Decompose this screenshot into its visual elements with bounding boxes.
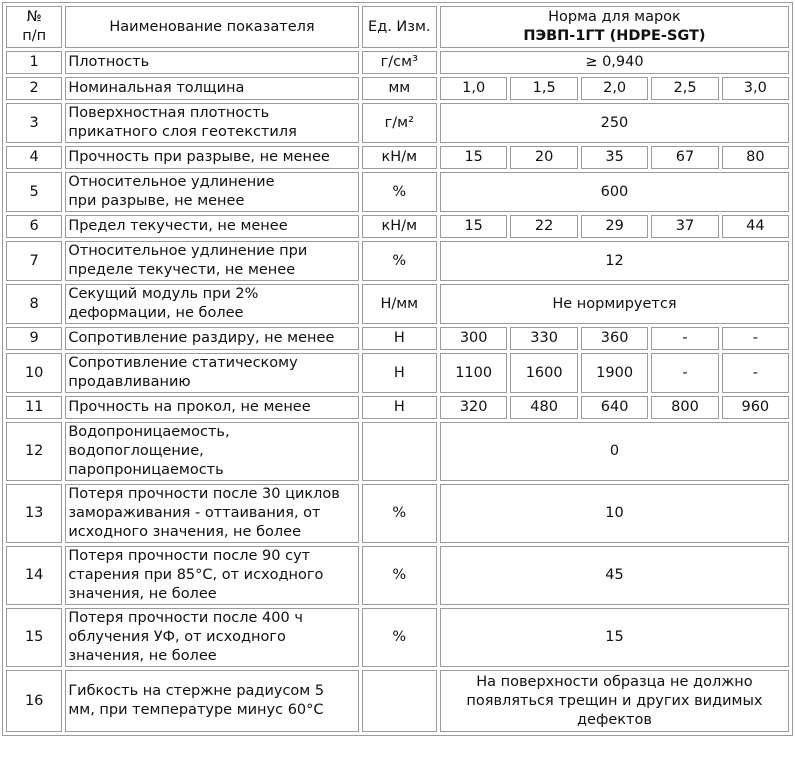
indicator-name	[65, 172, 358, 212]
table-row	[6, 327, 789, 350]
grade-value-cell: 2,0	[581, 77, 648, 100]
unit-cell: Н/мм	[362, 284, 437, 324]
header-norm-line1: Норма для марок	[548, 9, 681, 25]
row-number: 8	[6, 284, 62, 324]
indicator-name: Плотность	[65, 51, 358, 74]
grade-value-cell: 1100	[440, 353, 507, 393]
row-number: 11	[6, 396, 62, 419]
grade-value-cell: 37	[651, 215, 718, 238]
indicator-name	[65, 284, 358, 324]
row-number: 5	[6, 172, 62, 212]
indicator-name	[65, 670, 358, 732]
grade-value-cell: 1,0	[440, 77, 507, 100]
table-row	[6, 146, 789, 169]
header-number-line2: п/п	[22, 28, 47, 44]
table-header-row	[6, 6, 789, 48]
indicator-name-line: Относительное удлинение при	[68, 243, 308, 259]
indicator-name-line: Водопроницаемость,	[68, 424, 230, 440]
norm-value-cell: 250	[440, 103, 789, 143]
indicator-name	[65, 422, 358, 481]
table-row	[6, 353, 789, 393]
indicator-name-line: при разрыве, не менее	[68, 193, 245, 209]
table-row	[6, 608, 789, 667]
indicator-name-line: значения, не более	[68, 648, 217, 664]
row-number: 10	[6, 353, 62, 393]
grade-value-cell: 800	[651, 396, 718, 419]
header-name: Наименование показателя	[65, 6, 358, 48]
table-row	[6, 284, 789, 324]
unit-cell: %	[362, 484, 437, 543]
grade-value-cell: 1,5	[510, 77, 577, 100]
table-row	[6, 51, 789, 74]
table-row	[6, 396, 789, 419]
table-row	[6, 241, 789, 281]
indicator-name: Сопротивление раздиру, не менее	[65, 327, 358, 350]
grade-value-cell: 15	[440, 215, 507, 238]
table-row	[6, 422, 789, 481]
row-number: 1	[6, 51, 62, 74]
table-row	[6, 484, 789, 543]
header-number	[6, 6, 62, 48]
indicator-name	[65, 241, 358, 281]
indicator-name	[65, 608, 358, 667]
row-number: 4	[6, 146, 62, 169]
grade-value-cell: 44	[722, 215, 789, 238]
unit-cell: г/м²	[362, 103, 437, 143]
indicator-name-line: старения при 85°С, от исходного	[68, 567, 324, 583]
table-row	[6, 103, 789, 143]
unit-cell: %	[362, 546, 437, 605]
norm-value-cell: Не нормируется	[440, 284, 789, 324]
grade-value-cell: -	[722, 327, 789, 350]
norm-value-cell	[440, 670, 789, 732]
grade-value-cell: 320	[440, 396, 507, 419]
norm-value-cell: 10	[440, 484, 789, 543]
header-norm	[440, 6, 789, 48]
table-row	[6, 215, 789, 238]
indicator-name	[65, 484, 358, 543]
indicator-name-line: Потеря прочности после 30 циклов	[68, 486, 340, 502]
indicator-name-line: Потеря прочности после 90 сут	[68, 548, 311, 564]
table-row	[6, 172, 789, 212]
grade-value-cell: 80	[722, 146, 789, 169]
table-row	[6, 546, 789, 605]
grade-value-cell: 29	[581, 215, 648, 238]
indicator-name	[65, 353, 358, 393]
norm-value-cell: 600	[440, 172, 789, 212]
grade-value-cell: 1600	[510, 353, 577, 393]
row-number: 15	[6, 608, 62, 667]
unit-cell: кН/м	[362, 215, 437, 238]
grade-value-cell: 480	[510, 396, 577, 419]
row-number: 12	[6, 422, 62, 481]
indicator-name: Прочность при разрыве, не менее	[65, 146, 358, 169]
indicator-name-line: Гибкость на стержне радиусом 5	[68, 683, 325, 699]
specification-table	[2, 2, 793, 736]
indicator-name: Предел текучести, не менее	[65, 215, 358, 238]
indicator-name-line: Секущий модуль при 2%	[68, 286, 259, 302]
header-norm-grade: ПЭВП-1ГТ (HDPE-SGT)	[523, 28, 706, 44]
unit-cell	[362, 422, 437, 481]
grade-value-cell: -	[722, 353, 789, 393]
unit-cell: Н	[362, 396, 437, 419]
row-number: 13	[6, 484, 62, 543]
grade-value-cell: 960	[722, 396, 789, 419]
indicator-name-line: замораживания - оттаивания, от	[68, 505, 321, 521]
row-number: 2	[6, 77, 62, 100]
row-number: 3	[6, 103, 62, 143]
grade-value-cell: -	[651, 353, 718, 393]
indicator-name	[65, 546, 358, 605]
indicator-name-line: облучения УФ, от исходного	[68, 629, 286, 645]
table-row	[6, 670, 789, 732]
grade-value-cell: 300	[440, 327, 507, 350]
indicator-name-line: Относительное удлинение	[68, 174, 275, 190]
grade-value-cell: 640	[581, 396, 648, 419]
header-number-line1: №	[26, 9, 42, 25]
grade-value-cell: 15	[440, 146, 507, 169]
unit-cell: %	[362, 241, 437, 281]
indicator-name-line: пределе текучести, не менее	[68, 262, 296, 278]
norm-value-line: появляться трещин и других видимых	[466, 692, 763, 709]
norm-value-line: дефектов	[577, 711, 652, 728]
grade-value-cell: 1900	[581, 353, 648, 393]
indicator-name-line: водопоглощение,	[68, 443, 204, 459]
row-number: 16	[6, 670, 62, 732]
indicator-name: Прочность на прокол, не менее	[65, 396, 358, 419]
unit-cell: Н	[362, 353, 437, 393]
grade-value-cell: 360	[581, 327, 648, 350]
grade-value-cell: 20	[510, 146, 577, 169]
indicator-name-line: прикатного слоя геотекстиля	[68, 124, 297, 140]
unit-cell: %	[362, 172, 437, 212]
indicator-name-line: Поверхностная плотность	[68, 105, 270, 121]
row-number: 9	[6, 327, 62, 350]
row-number: 14	[6, 546, 62, 605]
unit-cell: Н	[362, 327, 437, 350]
grade-value-cell: 35	[581, 146, 648, 169]
grade-value-cell: -	[651, 327, 718, 350]
indicator-name-line: продавливанию	[68, 374, 191, 390]
indicator-name-line: мм, при температуре минус 60°С	[68, 702, 324, 718]
norm-value-cell: ≥ 0,940	[440, 51, 789, 74]
row-number: 6	[6, 215, 62, 238]
indicator-name-line: значения, не более	[68, 586, 217, 602]
norm-value-line: На поверхности образца не должно	[476, 673, 753, 690]
indicator-name-line: Потеря прочности после 400 ч	[68, 610, 303, 626]
unit-cell: %	[362, 608, 437, 667]
unit-cell: г/см³	[362, 51, 437, 74]
indicator-name-line: исходного значения, не более	[68, 524, 301, 540]
unit-cell	[362, 670, 437, 732]
norm-value-cell: 15	[440, 608, 789, 667]
norm-value-cell: 45	[440, 546, 789, 605]
row-number: 7	[6, 241, 62, 281]
norm-value-cell: 0	[440, 422, 789, 481]
grade-value-cell: 3,0	[722, 77, 789, 100]
header-unit: Ед. Изм.	[362, 6, 437, 48]
indicator-name-line: деформации, не более	[68, 305, 244, 321]
grade-value-cell: 67	[651, 146, 718, 169]
grade-value-cell: 330	[510, 327, 577, 350]
unit-cell: мм	[362, 77, 437, 100]
indicator-name: Номинальная толщина	[65, 77, 358, 100]
grade-value-cell: 2,5	[651, 77, 718, 100]
unit-cell: кН/м	[362, 146, 437, 169]
grade-value-cell: 22	[510, 215, 577, 238]
indicator-name-line: Сопротивление статическому	[68, 355, 298, 371]
indicator-name-line: паропроницаемость	[68, 462, 224, 478]
table-row	[6, 77, 789, 100]
indicator-name	[65, 103, 358, 143]
norm-value-cell: 12	[440, 241, 789, 281]
